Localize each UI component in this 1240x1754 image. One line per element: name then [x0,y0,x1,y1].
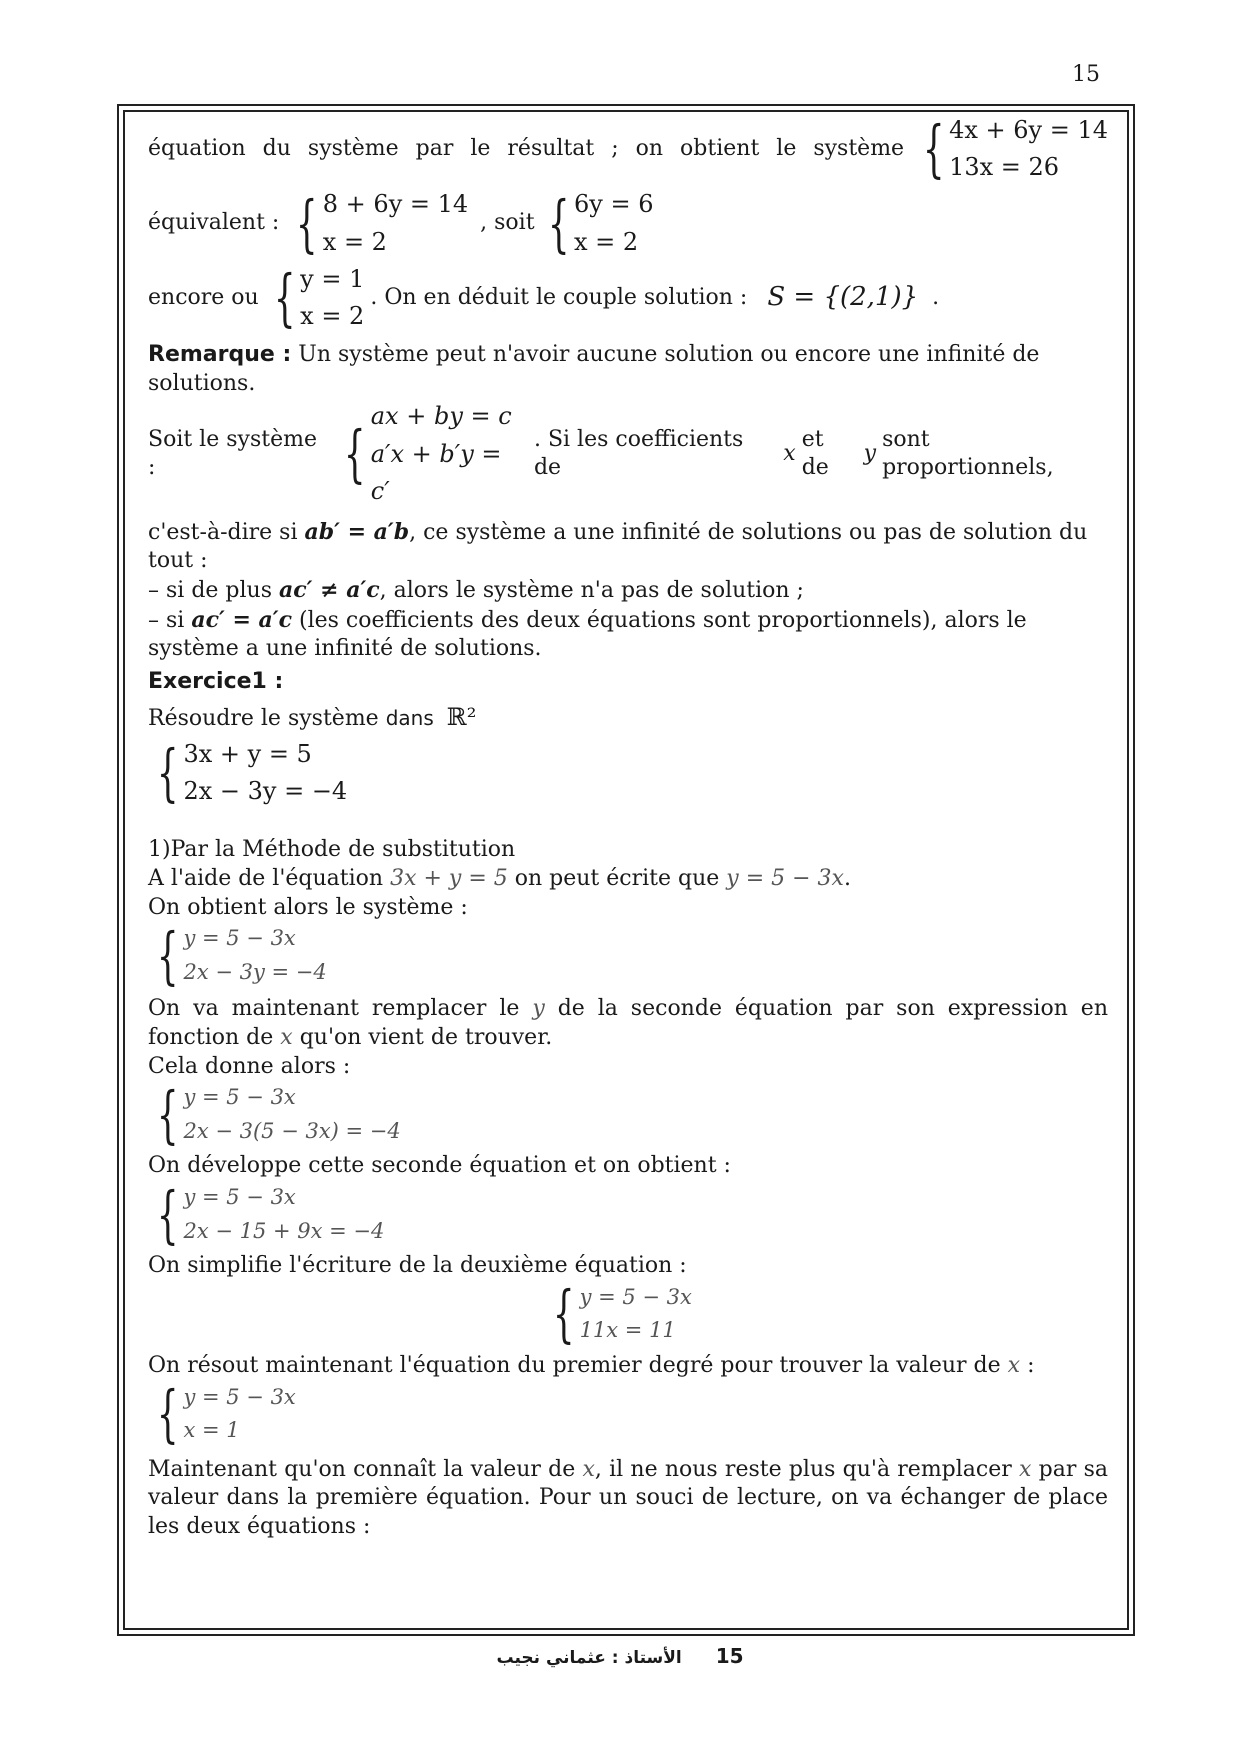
footer-author: الأستاذ : عثماني نجيب [496,1648,682,1668]
cela-line: Cela donne alors : [148,1053,351,1079]
remarque-paragraph [148,341,1108,398]
remarque-case-2 [148,606,1108,664]
text: Résoudre le système [148,706,379,732]
method-title: 1)Par la Méthode de substitution [148,837,516,863]
text: équivalent : [148,210,280,236]
equation-system: { 8 + 6y = 14 x = 2 [296,186,469,260]
text: . [843,866,851,891]
remplacer-paragraph [148,995,1108,1052]
equation: x = 2 [300,301,365,330]
footer [0,1644,1240,1668]
equation: 8 + 6y = 14 [322,190,469,219]
footer-page-number: 15 [715,1644,744,1668]
text: par sa valeur dans la première équation. Pour un souci de lecture, on va échanger de place les deux équations : [148,1456,1109,1539]
page-number: 15 [1072,62,1100,87]
equation: 2x − 3y = −4 [183,777,348,806]
text: A l'aide de l'équation [148,866,384,891]
system-1: { y = 5 − 3x 2x − 3y = −4 [156,918,327,992]
aide-line [148,865,1108,894]
text: dans [385,706,434,731]
equation: 4x + 6y = 14 [949,116,1108,144]
equation: 3x + y = 5 [183,740,312,769]
text: qu'on vient de trouver. [299,1024,553,1050]
text: (les coefficients des deux équations sont proportionnels), alors le système a une infinité de solutions. [148,607,1027,662]
text: . [932,284,940,310]
remarque-condition [148,518,1108,576]
text: – si de plus [148,578,272,604]
equation: ax + by = c [370,402,512,431]
text: . On en déduit le couple solution : [370,284,748,310]
equation: 2x − 3(5 − 3x) = −4 [183,1118,401,1143]
system-2: { y = 5 − 3x 2x − 3(5 − 3x) = −4 [156,1077,401,1151]
exercice-system: { 3x + y = 5 2x − 3y = −4 [156,736,348,810]
equation-system: { y = 1 x = 2 [273,260,365,334]
equation: x = 2 [322,227,387,256]
equation-system: { 6y = 6 x = 2 [547,186,654,260]
text: c'est-à-dire si [148,519,298,545]
math: ac′ ≠ a′c [279,577,380,604]
text: , soit [480,210,535,236]
page-content [148,112,1108,1541]
resout-line [148,1352,1108,1381]
variable: x [783,440,796,466]
text: . Si les coefficients de [533,426,744,481]
equation: 2x − 3y = −4 [183,959,327,984]
variable: y [863,440,877,466]
exercice-title: Exercice1 : [148,668,284,694]
variable: x [582,1456,595,1482]
equation: y = 5 − 3x [183,926,296,951]
text: : [1027,1352,1035,1378]
text: Soit le système : [148,426,317,481]
equation: y = 5 − 3x [183,1085,296,1110]
equation: y = 1 [300,264,365,293]
text: et de [801,426,829,481]
obtient-line: On obtient alors le système : [148,894,468,920]
text: équation du système par le résultat ; on obtient le système [148,135,905,161]
equation-system: { 4x + 6y = 14 13x = 26 [922,112,1108,186]
remarque-label: Remarque : [148,342,292,368]
text: On va maintenant remplacer le [148,996,520,1022]
simplifie-line: On simplifie l'écriture de la deuxième équation : [148,1253,687,1279]
variable: x [1007,1352,1021,1378]
variable: x [280,1024,293,1050]
equation: 13x = 26 [949,153,1060,182]
solution-set: S = {(2,1)} [767,282,919,313]
text: Un système peut n'avoir aucune solution ou encore une infinité de solutions. [148,342,1040,396]
final-paragraph [148,1456,1108,1542]
variable: x [1019,1456,1032,1482]
text: encore ou [148,284,259,310]
remarque-system-line [148,398,1108,510]
block1-line2 [148,186,1108,260]
system-4: { y = 5 − 3x 11x = 11 [552,1277,692,1351]
equation: a′x + b′y = c′ [370,439,502,505]
block1-line1 [148,112,1108,186]
equation: 11x = 11 [579,1318,676,1343]
equation: y = 5 − 3x [579,1284,692,1309]
text: on peut écrite que [514,866,720,891]
equation: y = 5 − 3x [183,1384,296,1409]
equation: x = 1 [183,1418,240,1443]
math: y = 5 − 3x [726,866,844,891]
exercice-statement [148,702,1108,734]
remarque-case-1 [148,576,1108,606]
system-4-wrapper [128,1277,1108,1351]
block1-line3 [148,261,1108,335]
text: , alors le système n'a pas de solution ; [379,578,804,604]
equation-system: { ax + by = c a′x + b′y = c′ [335,398,528,510]
math: ab′ = a′b [304,518,410,545]
text: On résout maintenant l'équation du premier degré pour trouver la valeur de [148,1352,1001,1378]
text: sont proportionnels, [882,426,1054,481]
variable: y [532,996,545,1022]
equation: 2x − 15 + 9x = −4 [183,1218,385,1243]
text: , il ne nous reste plus qu'à remplacer [594,1456,1012,1482]
system-3: { y = 5 − 3x 2x − 15 + 9x = −4 [156,1177,385,1251]
text: de la seconde équation par son expression en fonction de [148,996,1108,1050]
math: ac′ = a′c [191,606,292,633]
text: Maintenant qu'on connaît la valeur de [148,1456,576,1482]
system-5: { y = 5 − 3x x = 1 [156,1377,296,1451]
text: – si [148,607,185,633]
math-set: ℝ² [446,703,477,732]
equation: x = 2 [574,227,639,256]
text: , ce système a une infinité de solutions ou pas de solution du tout : [148,519,1088,574]
developpe-line: On développe cette seconde équation et on obtient : [148,1153,731,1179]
equation: 6y = 6 [574,190,654,219]
math: 3x + y = 5 [390,866,508,891]
equation: y = 5 − 3x [183,1184,296,1209]
